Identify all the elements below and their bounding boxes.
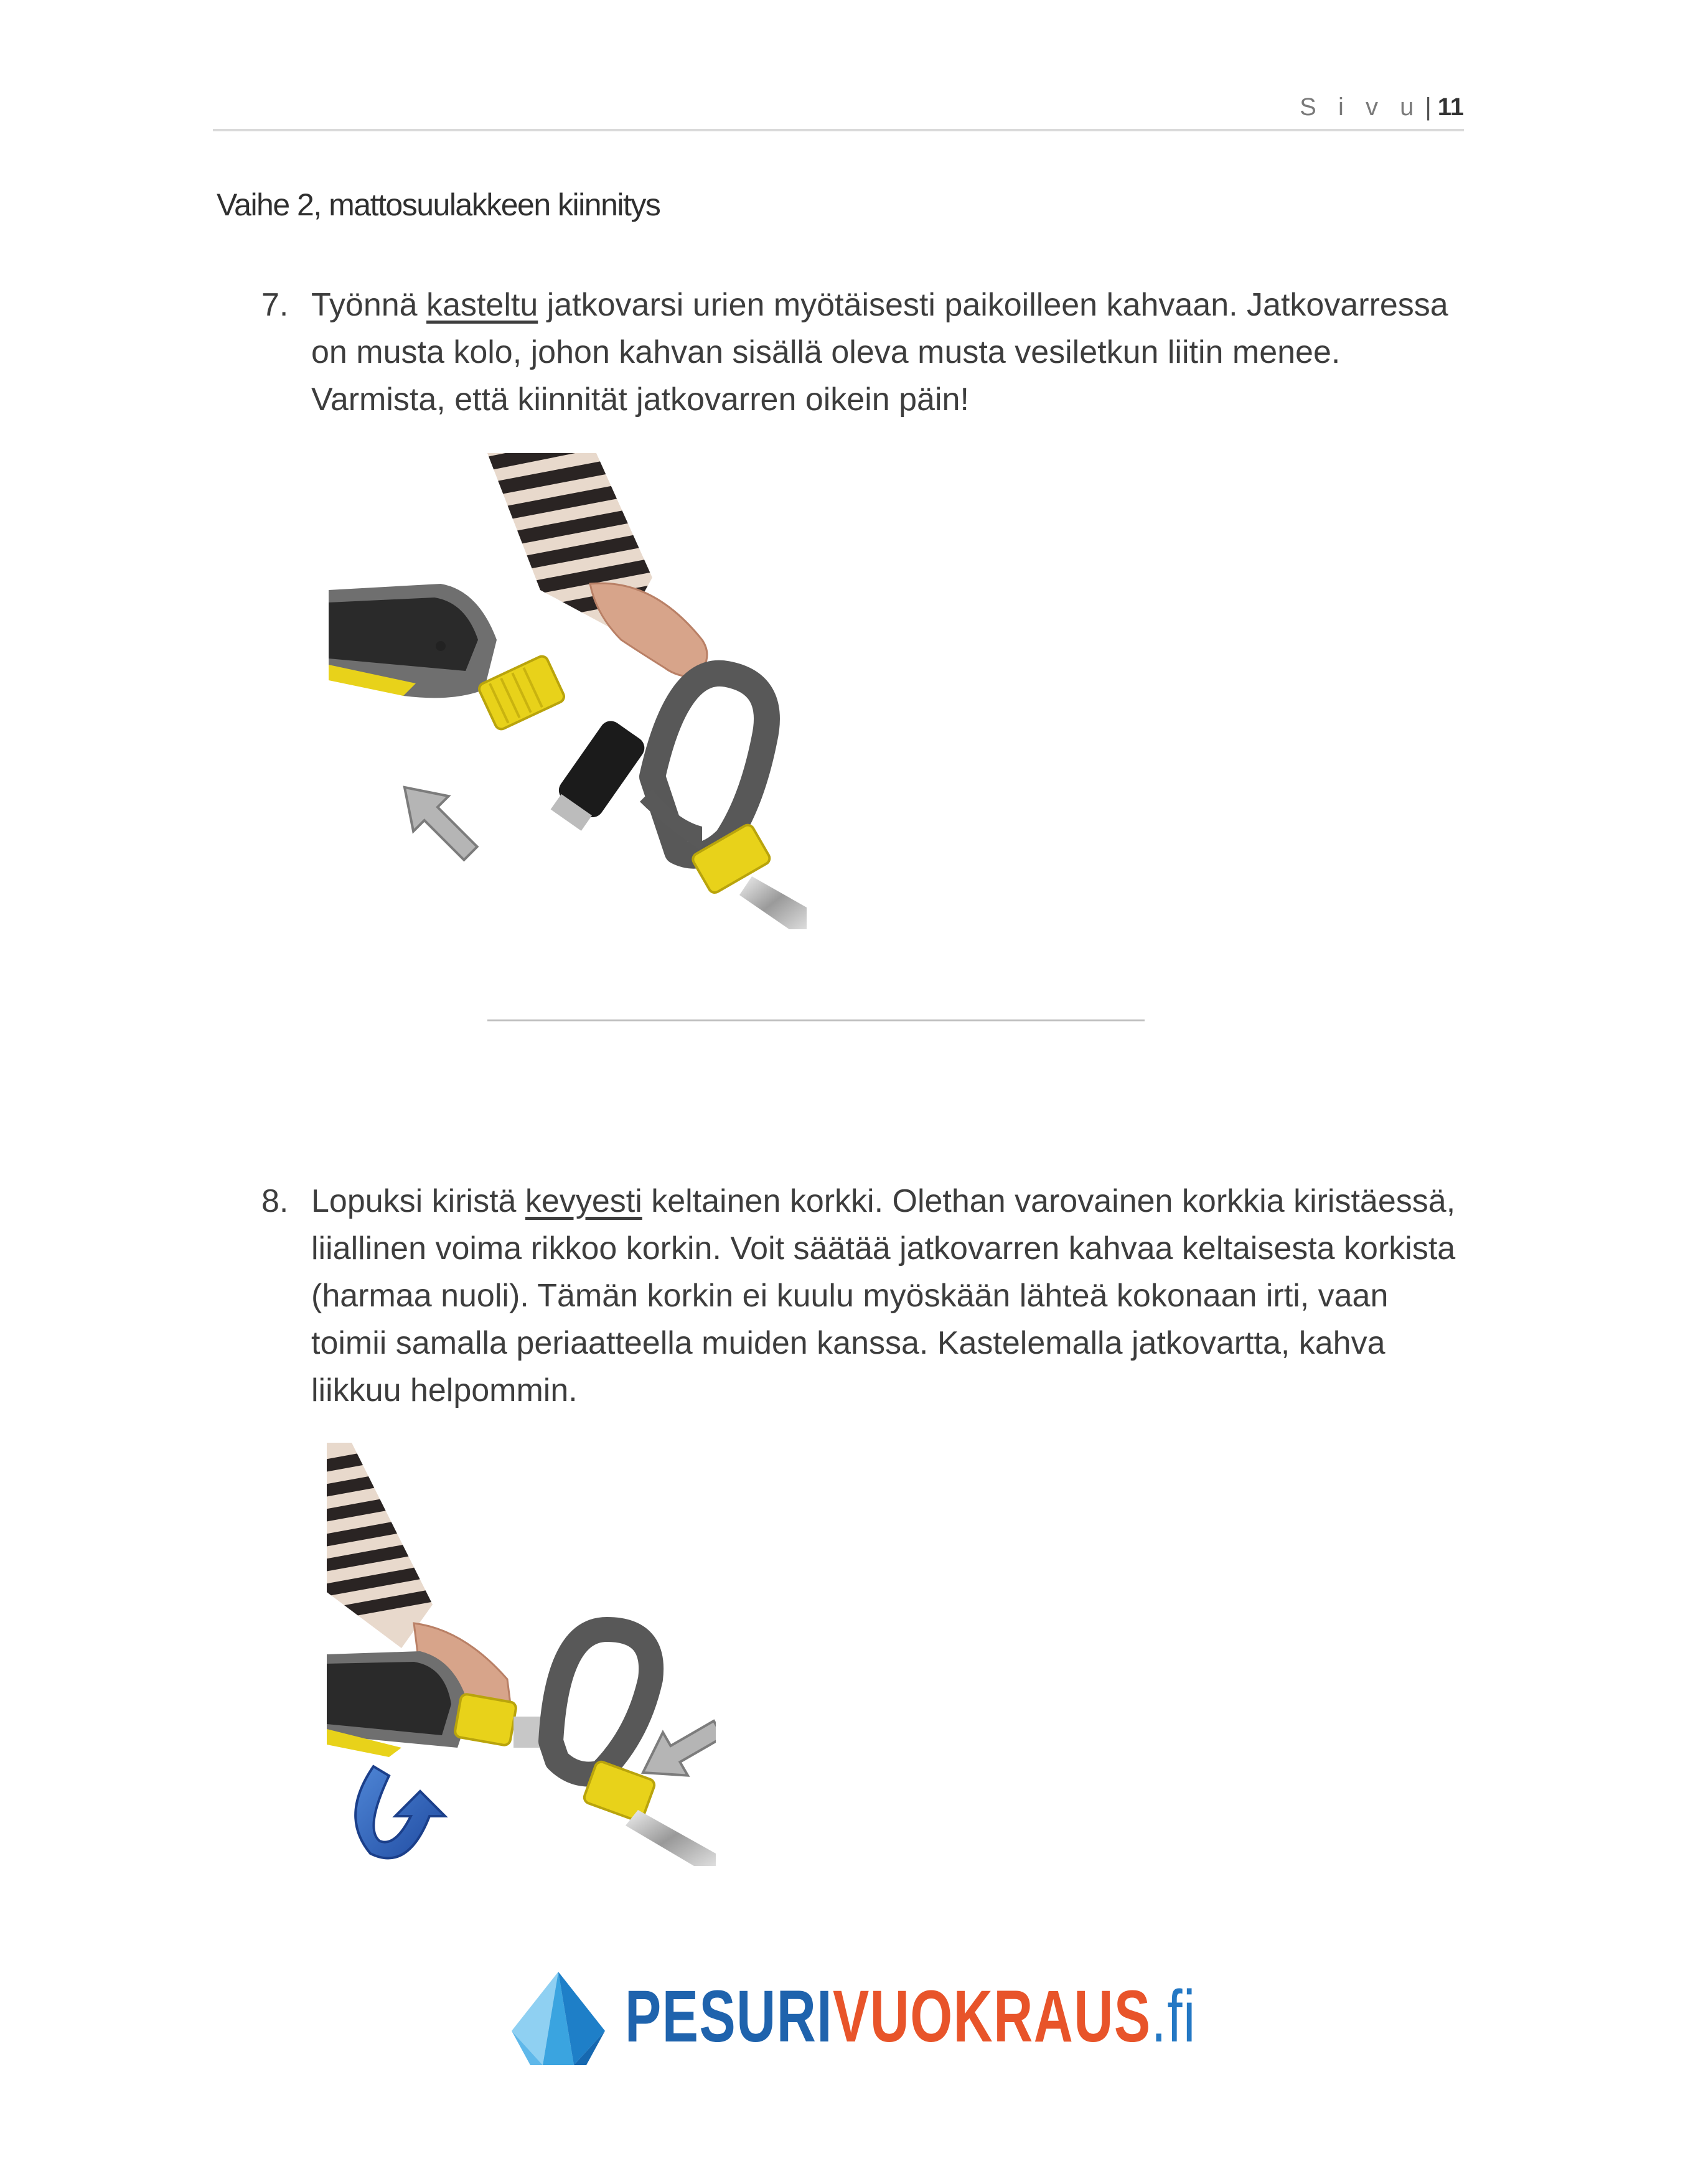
sleeve-arm (327, 1443, 451, 1654)
wand-handle (545, 673, 807, 929)
step-text-part: keltainen korkki. Olethan varovainen korkkia kiristäessä, liiallinen voima rikkoo korkin. Voit säätää jatkovarren kahvaa keltaisesta korkista (harmaa nuoli). Tämän korkin ei kuulu myöskään lähteä kokonaan irti, vaan toimii samalla periaatteella muiden kanssa. Kastelemalla jatkovartta, kahva liikkuu helpommin. (311, 1183, 1456, 1408)
step-text (311, 281, 1463, 423)
step-number: 8. (261, 1183, 289, 1219)
step-text (311, 1178, 1463, 1414)
page-number: 11 (1437, 93, 1464, 121)
hose-handle (329, 584, 566, 731)
step-7 (261, 281, 1463, 423)
step-text-part: jatkovarsi urien myötäisesti paikoilleen kahvaan. Jatkovarressa on musta kolo, johon kahvan sisällä oleva musta vesiletkun liitin menee. Varmista, että kiinnität jatkovarren oikein päin! (311, 287, 1448, 418)
step-text-part: Lopuksi kiristä (311, 1183, 525, 1219)
section-divider (487, 1019, 1145, 1021)
step-8 (261, 1178, 1463, 1414)
step-text-part: Työnnä (311, 287, 427, 323)
brand-part: .fi (1151, 1975, 1196, 2058)
brand-part: VUOKRAUS (832, 1975, 1151, 2058)
photo-tighten-cap (327, 1443, 716, 1866)
header-divider (213, 129, 1464, 131)
blue-rotation-arrow (355, 1766, 445, 1858)
brand-logo (505, 1972, 1196, 2065)
diamond-logo-icon (505, 1972, 611, 2065)
grey-arrow (387, 770, 489, 871)
section-title: Vaihe 2, mattosuulakkeen kiinnitys (217, 187, 660, 222)
step-number: 7. (261, 287, 289, 323)
underlined-word: kevyesti (525, 1183, 642, 1219)
header-separator: | (1425, 93, 1432, 121)
underlined-word: kasteltu (426, 287, 538, 323)
page-label: S i v u (1300, 93, 1422, 121)
hand (590, 583, 707, 677)
brand-name (625, 1974, 1196, 2059)
brand-part: PESURI (625, 1975, 833, 2058)
photo-attach-wand (329, 453, 807, 929)
page-header (1300, 93, 1464, 121)
